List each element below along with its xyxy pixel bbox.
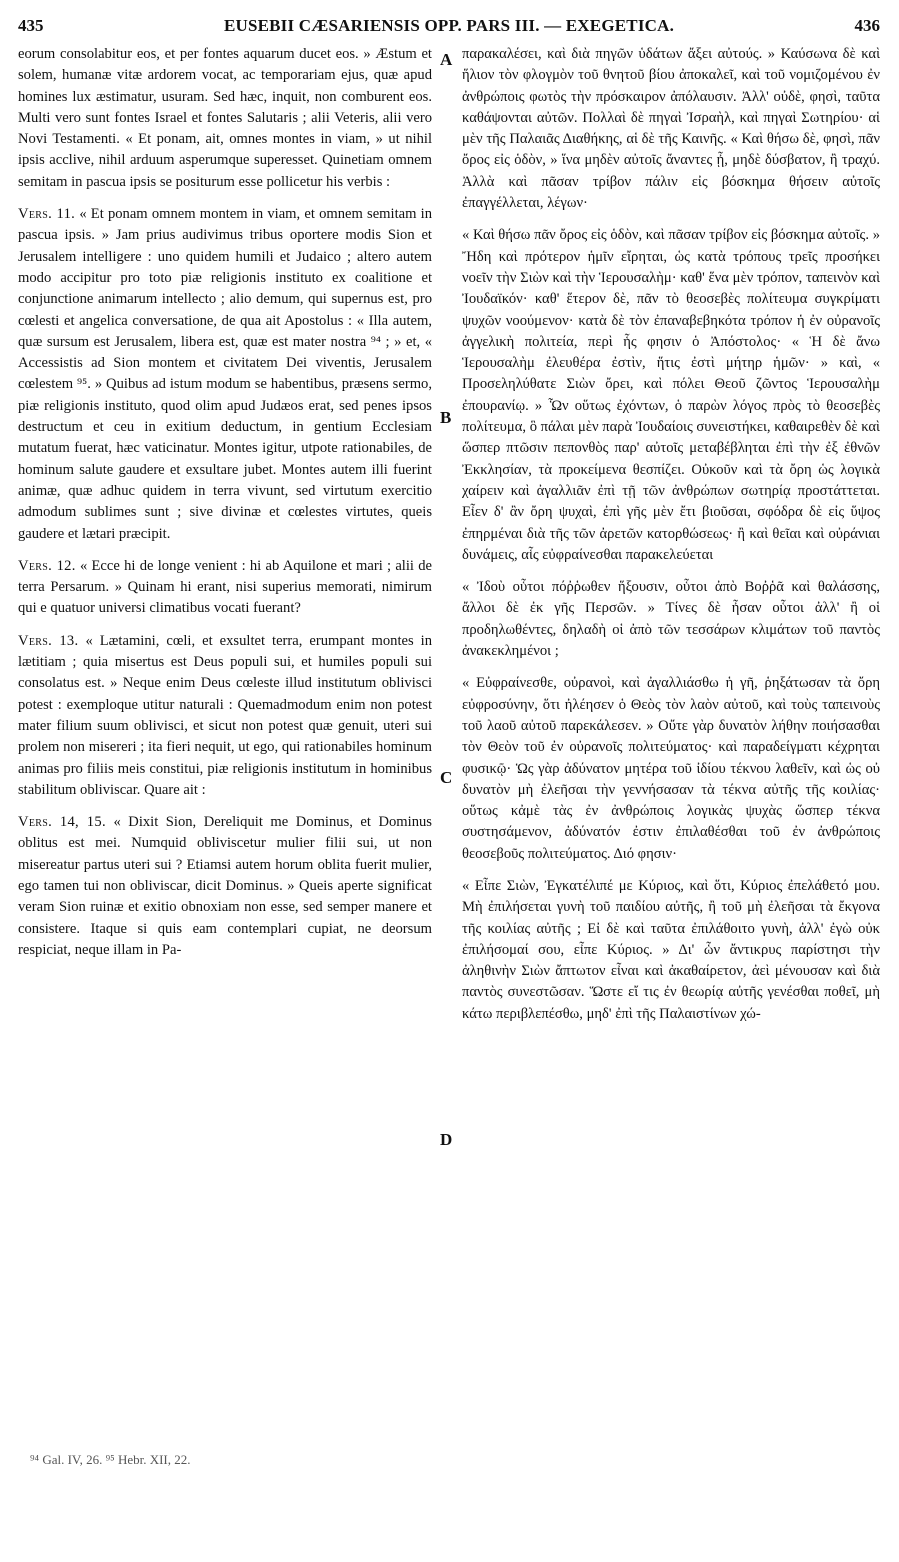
latin-paragraph: [18, 556, 432, 620]
latin-paragraph: [18, 44, 432, 193]
margin-marker-b: B: [440, 408, 452, 427]
verse-label: Vers. 13.: [18, 632, 79, 649]
verse-label: Vers. 12.: [18, 557, 76, 574]
margin-marker-c: C: [440, 768, 453, 787]
running-title: EUSEBII CÆSARIENSIS OPP. PARS III. — EXEGETICA.: [223, 16, 675, 35]
greek-paragraph: « Εὐφραίνεσθε, οὐρανοὶ, καὶ ἀγαλλιάσθω ἡ γῆ, ῥηξάτωσαν τὰ ὄρη εὐφροσύνην, ὅτι ἠλέησεν ὁ Θεὸς τὸν λαὸν αὐτοῦ, καὶ τοὺς ταπεινοὺς τοῦ λαοῦ αὐτοῦ παρεκάλεσεν. » Οὔτε γὰρ δυνατὸν λήθην ποιήσασθαι τὸν Θεὸν τοῦ ἐν οὐρανοῖς πολιτεύματος· καὶ παραδείγματι κέχρηται φυσικῷ· Ὡς γὰρ ἀδύνατον μητέρα τοῦ ἰδίου τέκνου λαθεῖν, καὶ ὡς οὐ δυνατὸν μὴ ἐλεῆσαι τὴν γεννήσασαν τὰ τέκνα αὐτῆς τῆς κοιλίας· οὕτως κἀμὲ τὰς ἐν ἀνθρώποις λογικὰς ψυχὰς ὥσπερ τέκνα συστησάμενον, ἀδύνατόν ἐστιν ἐπιλαθέσθαι τοῦ ἐν ἀνθρώποις θεοσεβοῦς πολιτεύματος. Διό φησιν·: [462, 675, 880, 862]
page-number-right: 436: [854, 16, 880, 35]
margin-marker-d: D: [440, 1130, 453, 1149]
verse-label: Vers. 14, 15.: [18, 814, 106, 831]
latin-text: « Ecce hi de longe venient : hi ab Aquilone et mari ; alii de terra Persarum. » Quinam hi erant, nisi superius memorati, nimirum qui e quatuor universi climatibus vocati fuerant?: [18, 557, 432, 617]
verse-label: Vers. 11.: [18, 206, 76, 223]
latin-text: « Dixit Sion, Dereliquit me Dominus, et Dominus oblitus est mei. Numquid obliviscetur mulier filii sui, ut non misereatur partus uteri sui ? Etiamsi autem horum oblita fuerit mulier, ego tamen tui non obliviscar, dicit Dominus. » Queis aperte significat veram Sion ruinæ et exitio obnoxiam non esse, sed semper manere et consistere. Itaque si quis eam contemplari cupiat, ne deorsum respiciat, neque illam in Pa-: [18, 814, 432, 958]
greek-column: [462, 44, 880, 1025]
latin-column: [18, 44, 432, 961]
page-number-left: 435: [18, 16, 44, 35]
latin-text: « Et ponam omnem montem in viam, et omnem semitam in pascua ipsis. » Jam prius audivimus tribus oportere modis Sion et Jerusalem intelligere : uno quidem humili et Judaico ; altero autem modo accipitur pro toto piæ religionis instituto ex coalitione et conjunctione animarum intellecto ; alio demum, qui supernus est, pro cœlesti et angelica conversatione, de qua ait Apostolus : « Illa autem, quæ sursum est Jerusalem, libera est, quæ est mater nostra ⁹⁴ ; » et, « Accessistis ad Sion montem et civitatem Dei viventis, Jerusalem cœlestem ⁹⁵. » Quibus ad istum modum se habentibus, præsens sermo, piæ religionis instituto, quod olim apud Judæos erat, sed penes ipsos destructum et ceu in exitium deductum, in gentium Ecclesiam mutatum fuerat, hæc vaticinatur. Montes igitur, utpote rationabiles, de hominum salute gaudere et exsultare jubet. Montes autem illi fuerint animæ, quæ adhuc quidem in terra vivunt, sed virtutum exercitio admodum sublimes sunt ; sive divinæ et cœlestes virtutes, queis gaudere et lætari præcipit.: [18, 206, 433, 542]
latin-text: « Lætamini, cœli, et exsultet terra, erumpant montes in lætitiam ; quia misertus est Deus populi sui, et humiles populi sui consolatus est. » Neque enim Deus cœleste illud institutum oblivisci potest : exemploque utitur naturali : Quemadmodum enim non potest mater filium suum oblivisci, et sicut non potest quæ genuit, uteri sui prolem non misereri ; ita fieri nequit, ut ego, qui rationabiles hominum animas pro filiis meis constitui, piæ religionis institutum in hominibus stabilitum obliviscar. Quare ait :: [18, 632, 432, 798]
latin-paragraph: [18, 204, 432, 545]
greek-paragraph: « Εἶπε Σιὼν, Ἐγκατέλιπέ με Κύριος, καὶ ὅτι, Κύριος ἐπελάθετό μου. Μὴ ἐπιλήσεται γυνὴ τοῦ παιδίου αὐτῆς, ἢ τοῦ μὴ ἐλεῆσαι τὰ ἔκγονα τῆς κοιλίας αὐτῆς ; Εἰ δὲ καὶ ταῦτα ἐπιλάθοιτο γυνὴ, ἀλλ' ἐγὼ οὐκ ἐπιλήσομαί σου, εἶπε Κύριος. » Δι' ὧν ἄντικρυς παρίστησι τὴν ἀληθινὴν Σιὼν ἄπτωτον εἶναι καὶ ἀκαθαίρετον, ἀεὶ μένουσαν καὶ διὰ παντὸς συνεστῶσαν. Ὥστε εἴ τις ἐν θεωρίᾳ αὐτῆς γενέσθαι ποθεῖ, μὴ κάτω περιβλεπέσθω, μηδ' ἐπὶ τῆς Παλαιστίνων χώ-: [462, 877, 880, 1022]
latin-paragraph: [18, 631, 432, 801]
greek-paragraph: παρακαλέσει, καὶ διὰ πηγῶν ὑδάτων ἄξει αὐτούς. » Καύσωνα δὲ καὶ ἥλιον τὸν φλογμὸν τοῦ θνητοῦ βίου ἀποκαλεῖ, καὶ τοῦ νομιζομένου ἐν ἀνθρώποις φωτὸς τὴν πρόσκαιρον ἀπόλαυσιν. Ἀλλ' οὐδὲ, φησὶ, ταῦτα καθάψονται αὐτῶν. Πολλαὶ δὲ πηγαὶ Ἰσραὴλ, καὶ πηγαὶ Σωτηρίου· αἱ μὲν τῆς Παλαιᾶς Διαθήκης, αἱ δὲ τῆς Καινῆς. « Καὶ θήσω δὲ, φησὶ, πᾶν ὄρος εἰς ὁδὸν, » ἵνα μηδὲν αὐτοῖς ἄναντες ᾖ, μηδὲ δύσβατον, ἢ τραχύ. Ἀλλὰ καὶ πᾶσαν τρίβον πάλιν εἰς βόσκημα θήσειν αὐτοῖς ἐπαγγέλλεται, λέγων·: [462, 46, 880, 212]
footnote: ⁹⁴ Gal. IV, 26. ⁹⁵ Hebr. XII, 22.: [30, 1452, 191, 1467]
margin-marker-a: A: [440, 50, 453, 69]
latin-text: eorum consolabitur eos, et per fontes aquarum ducet eos. » Æstum et solem, humanæ vitæ ardorem vocat, ac temporariam ejus, quæ apud homines lux æstimatur, usuram. Sed hæc, inquit, non comburent eos. Multi vero sunt fontes Israel et fontes Salutaris ; alii Veteris, alii vero Novi Testamenti. « Et ponam, ait, omnes montes in viam, » ut nihil ipsis acclive, nihil arduum asperumque superesset. Quinetiam omnem semitam in pascua ipsis se positurum esse pollicetur his verbis :: [18, 46, 432, 190]
greek-paragraph: « Καὶ θήσω πᾶν ὄρος εἰς ὁδὸν, καὶ πᾶσαν τρίβον εἰς βόσκημα αὐτοῖς. » Ἤδη καὶ πρότερον ἡμῖν εἴρηται, ὡς κατὰ τρόπους τρεῖς προσήκει νοεῖν τὴν Σιὼν καὶ τὴν Ἱερουσαλὴμ· καθ' ἕνα μὲν τρόπον, ταπεινὸν καὶ Ἰουδαϊκόν· καθ' ἕτερον δὲ, πᾶν τὸ θεοσεβὲς πολίτευμα συγκρίματι ψυχῶν νοούμενον· κατὰ δὲ τὸν ἐπαναβεβηκότα τρόπον ἡ ἐν οὐρανοῖς ἀγγελικὴ πολιτεία, περὶ ἧς φησιν ὁ Ἀπόστολος· « Ἡ δὲ ἄνω Ἱερουσαλὴμ ἐλευθέρα ἐστὶν, ἥτις ἐστὶ μήτηρ ἡμῶν· » καὶ, « Προσεληλύθατε Σιὼν ὄρει, καὶ πόλει Θεοῦ ζῶντος Ἱερουσαλὴμ ἐπουρανίῳ. » Ὧν οὕτως ἐχόντων, ὁ παρὼν λόγος πρὸς τὸ θεοσεβὲς πολίτευμα, ὃ πάλαι μὲν παρὰ Ἰουδαίοις συνειστήκει, καθαιρεθὲν δὲ καὶ ὥσπερ πτῶσιν πεπονθὸς παρ' αὐτοῖς μεταβέβληται ἐπὶ τὴν ἐξ ἐθνῶν Ἐκκλησίαν, τὰ προκείμενα θεσπίζει. Οὐκοῦν καὶ τὰ ὄρη ὡς λογικὰ χαίρειν καὶ ἀγαλλιᾶν ἐπὶ τῇ τῶν ἀνθρώπων σωτηρίᾳ προστάττεται. Εἶεν δ' ἂν ὄρη ψυχαὶ, ἐπὶ γῆς μὲν ἔτι βιοῦσαι, σφόδρα δὲ εἰς ὕψος ἐπηρμέναι διὰ τῆς τῶν ἀρετῶν κατορθώσεως· ἢ καὶ θεῖαι καὶ οὐράνιαι δυνάμεις, αἷς εὐφραίνεσθαι παρακελεύεται: [462, 227, 880, 563]
greek-paragraph: « Ἰδοὺ οὗτοι πόῤῥωθεν ἥξουσιν, οὗτοι ἀπὸ Βοῤῥᾶ καὶ θαλάσσης, ἄλλοι δὲ ἐκ γῆς Περσῶν. » Τίνες δὲ ἦσαν οὗτοι ἀλλ' ἢ οἱ προδηλωθέντες, δηλαδὴ οἱ ἀπὸ τῶν τεσσάρων κλιμάτων τοῦ παντὸς ἀνακεκλημένοι ;: [462, 579, 880, 660]
page-header: [18, 16, 880, 40]
latin-paragraph: [18, 812, 432, 961]
